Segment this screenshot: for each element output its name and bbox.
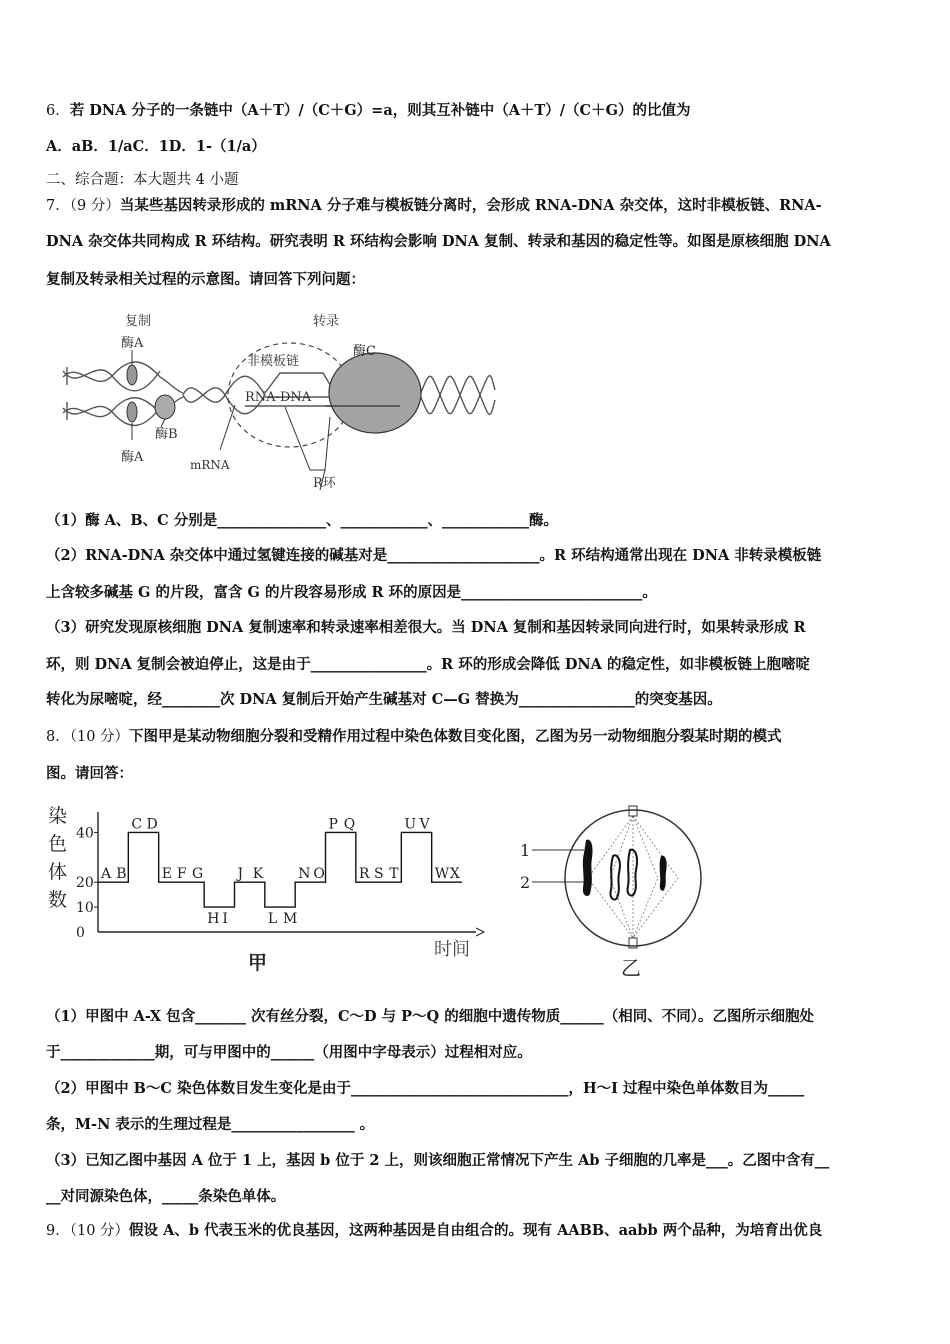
q6-stem-text: 若 DNA 分子的一条链中（A＋T）/（C＋G）=a，则其互补链中（A＋T）/（C＋G）的比值为	[69, 102, 691, 119]
point-label-I: I	[222, 911, 228, 928]
point-label-X: X	[449, 866, 460, 883]
label-enzyme-a-top: 酶A	[121, 336, 144, 351]
label-enzyme-c: 酶C	[353, 344, 376, 359]
chromosome-4	[660, 856, 667, 891]
point-label-R: R	[358, 866, 370, 883]
point-label-H: H	[207, 911, 220, 928]
point-label-N: N	[298, 866, 311, 883]
chromosome-2	[611, 855, 620, 899]
cell-label-2: 2	[520, 873, 531, 892]
q7-score: （9 分）	[69, 198, 120, 214]
ylabel-char-1: 染	[48, 805, 68, 827]
label-hybrid: RNA-DNA	[245, 390, 312, 405]
y-tick-label: 0	[76, 925, 85, 941]
q8-sub-3a: （3）已知乙图中基因 A 位于 1 上，基因 b 位于 2 上，则该细胞正常情况下产生 Ab 子细胞的几率是___。乙图中含有__	[46, 1152, 830, 1169]
q7-sub-3b: 环，则 DNA 复制会被迫停止，这是由于________________。R 环的形成会降低 DNA 的稳定性，如非模板链上胞嘧啶	[46, 656, 810, 673]
enzyme-a-bottom	[127, 402, 137, 422]
y-tick-label: 40	[76, 825, 94, 842]
q8-sub-2a: （2）甲图中 B～C 染色体数目发生变化是由于______________________________，H～I 过程中染色单体数目为_____	[46, 1080, 805, 1097]
point-label-Q: Q	[343, 816, 356, 833]
cell-diagram	[518, 798, 718, 983]
point-label-F: F	[176, 866, 187, 883]
point-label-S: S	[374, 866, 384, 883]
label-enzyme-b: 酶B	[155, 427, 178, 442]
point-label-J: J	[237, 866, 244, 883]
centrosome-top	[629, 806, 637, 816]
enzyme-a-top	[127, 365, 137, 385]
point-label-B: B	[116, 866, 127, 883]
xlabel: 时间	[434, 939, 470, 960]
q6-options: A．aB．1/aC．1D．1-（1/a）	[46, 138, 266, 155]
chart-series	[98, 832, 462, 907]
enzyme-c	[329, 353, 421, 433]
point-label-L: L	[267, 911, 278, 928]
chromosome-1	[583, 840, 593, 896]
q9-number: 9．	[46, 1223, 70, 1239]
q7-line-1-text: 当某些基因转录形成的 mRNA 分子难与模板链分离时，会形成 RNA-DNA 杂交体，这时非模板链、RNA-	[119, 197, 822, 214]
section-title: 二、综合题：本大题共 4 小题	[46, 172, 239, 188]
cell-label-1: 1	[520, 841, 531, 860]
label-replication: 复制	[125, 314, 152, 329]
point-label-W: W	[434, 866, 450, 883]
x-axis-arrow	[476, 928, 484, 936]
point-label-E: E	[161, 866, 172, 883]
q9-line-1	[46, 1221, 910, 1241]
q8-line-1	[46, 727, 910, 747]
chart-caption: 甲	[248, 952, 268, 974]
q7-sub-2a: （2）RNA-DNA 杂交体中通过氢键连接的碱基对是_____________________。R 环结构通常出现在 DNA 非转录模板链	[46, 547, 822, 564]
y-tick-label: 10	[76, 900, 94, 917]
ylabel-char-3: 体	[48, 861, 68, 883]
label-mrna: mRNA	[190, 458, 230, 472]
q7-sub-2b: 上含较多碱基 G 的片段，富含 G 的片段容易形成 R 环的原因是_________________________。	[46, 584, 657, 601]
point-label-D: D	[146, 816, 158, 833]
chromosome-chart	[46, 800, 486, 980]
cell-caption: 乙	[621, 956, 641, 980]
point-label-U: U	[404, 816, 417, 833]
q9-line-1-text: 假设 A、b 代表玉米的优良基因，这两种基因是自由组合的。现有 AABB、aabb 两个品种，为培育出优良	[129, 1222, 823, 1239]
q8-score: （10 分）	[69, 729, 130, 745]
q7-line-2: DNA 杂交体共同构成 R 环结构。研究表明 R 环结构会影响 DNA 复制、转录和基因的稳定性等。如图是原核细胞 DNA	[46, 233, 831, 250]
q8-sub-1b: 于_____________期，可与甲图中的______（用图中字母表示）过程相对应。	[46, 1044, 532, 1061]
chromosomes	[583, 840, 667, 900]
point-label-P: P	[328, 816, 338, 833]
ylabel-char-4: 数	[48, 889, 68, 911]
chromosome-3	[628, 850, 637, 896]
enzyme-b	[155, 395, 175, 419]
ylabel-char-2: 色	[48, 833, 68, 855]
q8-line-1-text: 下图甲是某动物细胞分裂和受精作用过程中染色体数目变化图，乙图为另一动物细胞分裂某时期的模式	[129, 728, 782, 745]
q8-sub-1a: （1）甲图中 A-X 包含_______ 次有丝分裂，C～D 与 P～Q 的细胞中遗传物质______（相同、不同）。乙图所示细胞处	[46, 1008, 814, 1025]
point-label-A: A	[101, 866, 112, 883]
point-label-M: M	[283, 911, 298, 928]
chromosome-step-line	[98, 832, 462, 907]
q6-stem	[46, 101, 910, 121]
q7-sub-1: （1）酶 A、B、C 分别是_______________、____________、____________酶。	[46, 512, 558, 529]
point-label-T: T	[389, 866, 399, 883]
label-nontemplate: 非模板链	[247, 354, 300, 369]
point-label-G: G	[192, 866, 204, 883]
label-transcription: 转录	[313, 314, 340, 329]
q7-figure	[55, 305, 505, 495]
q8-number: 8．	[46, 729, 70, 745]
q7-line-1	[46, 196, 910, 216]
q7-number: 7．	[46, 198, 70, 214]
q7-sub-3a: （3）研究发现原核细胞 DNA 复制速率和转录速率相差很大。当 DNA 复制和基因转录同向进行时，如果转录形成 R	[46, 619, 806, 636]
point-label-V: V	[419, 816, 430, 833]
label-rloop: R环	[313, 476, 336, 491]
point-label-O: O	[313, 866, 325, 883]
q7-sub-3c: 转化为尿嘧啶，经________次 DNA 复制后开始产生碱基对 C—G 替换为________________的突变基因。	[46, 691, 722, 708]
q8-sub-3b: __对同源染色体，_____条染色单体。	[46, 1188, 286, 1205]
q8-sub-2b: 条，M-N 表示的生理过程是_________________ 。	[46, 1116, 375, 1133]
point-label-C: C	[131, 816, 143, 833]
label-enzyme-a-bottom: 酶A	[121, 450, 144, 465]
q9-score: （10 分）	[69, 1223, 130, 1239]
y-tick-label: 20	[76, 875, 94, 892]
q6-number: 6．	[46, 103, 70, 119]
q7-line-3: 复制及转录相关过程的示意图。请回答下列问题：	[46, 271, 365, 288]
q8-line-2: 图。请回答：	[46, 765, 133, 782]
point-label-K: K	[252, 866, 264, 883]
